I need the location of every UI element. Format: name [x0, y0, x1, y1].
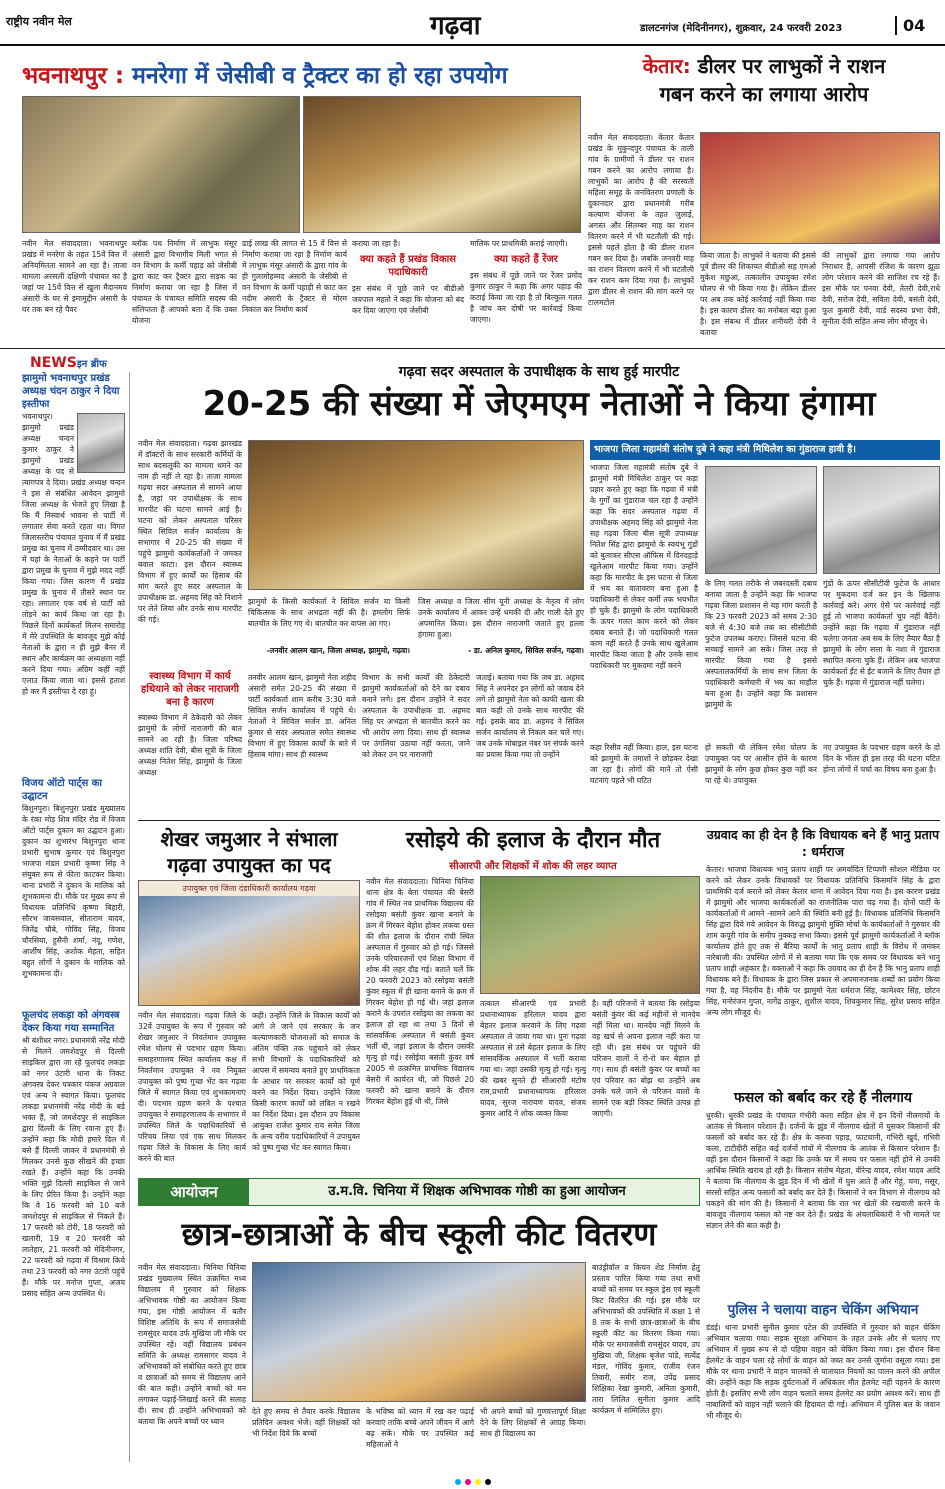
dateline: डालटनगंज (मेदिनीनगर), शुक्रवार, 24 फरवरी 2023 — [640, 23, 843, 34]
story1-col4: कराया जा रहा है। क्या कहते हैं प्रखंड विकास पदाधिकारी इस संबंध में पूछे जाने पर बीडीओ जयपाल महतो ने कहा कि योजना को बंद कर दिया जाएगा एवं जेसीबी — [352, 239, 464, 315]
story3-subhead: स्वास्थ्य विभाग में कार्य हथियाने को लेकर नाराजगी बना है कारण — [141, 671, 239, 708]
brief3-body: श्री बंशीधर नगर। प्रधानमंत्री नरेंद्र मोदी से मिलने जमशेदपुर से दिल्ली साइकिल द्वारा जा रहे फूलचंद लकड़ा को नगर उंटारी थाना के निकट अंगवस्त्र देकर पत्रकार पंकज अग्रवाल एवं अन्य ने स्वागत किया। फूलचंद लकड़ा प्रधानमंत्री नरेंद्र मोदी के बड़े भक्त हैं, जो जमशेदपुर से साइकिल द्वारा दिल्ली के लिए रवाना हुए हैं। उन्होंने कहा कि मोदी हमारे दिल में बसे हैं दिल्ली जाकर वे प्रधानमंत्री से मिलकर उनसे कुछ सीखने की इच्छा रखते हैं। उन्होंने कहा कि उनकी भक्ति मुझे दिल्ली साइकिल से जाने के लिए प्रेरित किया है। उन्होंने कहा कि वे 16 फरवरी को 10 बजे जमशेदपुर से साइकिल से निकले हैं। 17 फरवरी को टोरी, 18 फरवरी को खलारी, 19 व 20 फरवरी को लातेहार, 21 फरवरी को मेदिनीनगर, 22 फरवरी को गढ़वा में विश्राम किये तथा 23 फरवरी को नगर उंटारी पहुंचे हैं। मौके पर मनोज गुप्ता, अजय प्रसाद सहित अन्य उपस्थित थे। — [22, 1036, 125, 1298]
story2-photo-villagers — [700, 132, 940, 244]
news-in-brief-column — [22, 372, 130, 1462]
story3-photo-hospital — [248, 440, 584, 590]
story2-col1: नवीन मेल संवाददाता। केतार केतार प्रखंड के मुकुन्दपुर पंचायत के ताली गांव के ग्रामीणों ने डीलर पर राशन गबन करने का आरोप लगाया है। लाभुकों का आरोप है की सरस्वती महिला समूह के जनवितरण प्रणाली के दुकानदार द्वारा प्रधानमंत्री गरीब कल्याण योजना के तहत जुलाई, अगस्त और सितम्बर माह का राशन वितरण करने में भी घटतौली की गई। इससे पहले होता है की डीलर राशन गबन कर दिया है। जबकि जनवरी माह का राशन वितरण करने में भी घटतौली कर राशन कम दिया गया है। लाभुकों द्वारा डीलर से राशन की मांग करने पर टालमटोल — [588, 133, 694, 307]
story9-label: आयोजन — [139, 1179, 249, 1205]
story3-col5: भाजपा जिला महामंत्री संतोष दुबे ने झामुमो मंत्री मिथिलेश ठाकुर पर कड़ा प्रहार करते हुए कहा कि गढ़वा में मंत्री के गुर्गों का गुंडाराज चल रहा है उन्होंने कहा कि सदर अस्पताल गढ़वा में उपाधीक्षक अहमद सिंह को झामुमो नेता सह गढ़वा जिला बीस सूत्री उपाध्यक्ष नितेश सिंह द्वारा झामुमो के स्वयंभू गुंडों को बुलाकर सीएस ऑफिस में दिनदहाड़े खुलेआम मारपीट किया गया। उन्होंने कहा कि मारपीट के इस घटना से जिला में भय का वातावरण बना हुआ है पदाधिकारी से लेकर कर्मी तक भयभीत हो चुके हैं। झामुमो के लोग पदाधिकारी के ऊपर गलत काम करने को लेकर दबाव बनाते हैं। जो पदाधिकारी गलत काम नहीं करते हैं उनके साथ खुलेआम मारपीट किया जाता है और उनके साथ पदाधिकारी पर मुकदमा नहीं करने — [590, 463, 698, 670]
story2-col3: की लाभुकों द्वारा लगाया गया आरोप निराधार है, आपसी रंजिश के कारण झूठा लोग परेशान करने की साजिश रच रहे हैं। इस मौके पर पनवा देवी, तेतरी देवी,राधे देवी, सरोज देवी, सविता देवी, बसंती देवी, फूल कुमारी देवी, वार्ड सदस्य प्रभा देवी, सुनीता देवी सहित अन्य लोग मौजूद थे। — [822, 251, 940, 326]
story3-quote2: जिस अध्यक्ष व जिला सीम यूनी अध्यक्ष के नेतृत्व में लोग उनके कार्यालय में आकर उन्हें धमकी दी और गाली देते हुए अपमानित किया। इस दौरान नाराजगी जताते हुए हल्ला हंगामा हुआ। - डा. अनिल कुमार, सिविल सर्जन, गढ़वा। — [418, 597, 584, 655]
story9-col1: नवीन मेल संवाददाता। चिनिया चिनिया प्रखंड मुख्यालय स्थित उत्क्रमित मध्य विद्यालय में गुरुवार को शिक्षक अभिभावक गोष्ठी का आयोजन किया गया, इस गोष्ठी आयोजन में बतौर विशिष्ट अतिथि के रूप में समाजसेवी रामसुंदर यादव उर्फ मुखिया जी मौके पर उपस्थित रहे। वहीं विद्यालय प्रबंधन समिति के अध्यक्ष रामसागर यादव ने अभिभावकों को संबोधित करते हुए छात्र व छात्राओं को समय से विद्यालय आने की बात कही। उन्होंने बच्चों को मन लगाकर पढ़ाई-लिखाई करने की सलाह दी। साथ ही उन्होंने अभिभावकों को बताया कि अपने बच्चों पर ध्यान — [138, 1263, 246, 1426]
story9-col4: भी अपने बच्चों को गुणवत्तापूर्ण शिक्षा देने के लिए शिक्षकों से आग्रह किया। साथ ही विद्यालय का — [480, 1407, 586, 1438]
story4-headline: शेखर जमुआर ने संभाला गढ़वा उपायुक्त का पद — [160, 827, 338, 877]
story1-col3: ढाई लाख की लागत से 15 वें वित्त से निर्माण कराया जा रहा है निर्माण कार्य में लाभुक मंसूर अंसारी के द्वारा गांव के ही गुलामोहम्मद अंसारी के जेसीबी से वन विभाग के कर्मी पहाड़ी से काट कर नदीम अंसारी के ट्रैक्टर से मोरम निकाल कर निर्माण कार्य — [242, 239, 347, 314]
story9-col2: देते हुए समय से तैयार करके विद्यालय प्रतिदिन अवश्य भेजें। वहीं शिक्षकों को भी निर्देश दिये कि बच्चों — [252, 1407, 360, 1438]
brief1-photo-chandan — [77, 413, 125, 473]
photo-mithilesh — [823, 466, 940, 574]
registration-marks — [0, 1470, 945, 1482]
story6-headline: उग्रवाद का ही देन है कि विधायक बने हैं भानु प्रताप : धर्मराज — [706, 827, 940, 859]
story4-photo-banner: उपायुक्त एवं जिला दंडाधिकारी कार्यालय गढ़वा — [139, 881, 359, 896]
story2-col2: किया जाता है। लाभुकों ने बताया की इससे पूर्व डीलर की शिकायत बीडीओ सह एमओ मुकेश मछुआ, तत्कालीन उपायुक्त रमेश घोलप से भी किया गया है। लेकिन डीलर पर अब तक कोई कार्रवाई नहीं किया गया है। इस कारण डीलर का मनोबल बढ़ा हुआ है। इस संबन्ध में डीलर शनीचरी देवी ने बताया — [700, 251, 816, 337]
story3-col7: गुंडों के ऊपर सीसीटीवी फुटेज के आधार पर मुकदमा दर्ज कर इन के खिलाफ कार्रवाई करे। अगर ऐसे पर कार्रवाई नहीं हुई तो भाजपा कार्यकर्ता चुप नहीं बैठेंगे। उन्होंने कहा कि गढ़वा में गुंडाराज नहीं चलेगा जनता अब सब के लिए तैयार बैठा है झामुमो के लोग सत्ता के नशा में गुंडाराज स्थापित करना चुके हैं। लेकिन अब भाजपा कार्यकर्ता ईंट से ईंट बजाने के लिए तैयार हो चुके हैं। गढ़वा में गुंडाराज नहीं चलेगा। — [823, 579, 940, 687]
story3-col5c: कहा रिसीव नहीं किया। हाल, इस घटना को झामुमो के तमाशों ने छोड़कर देखा जा रहा है। लोगों की मानें तो ऐसी घटनाएं पहले भी घटित — [590, 743, 698, 785]
story3-col6: के लिए गलत तरीके से जबरदस्ती दबाव बनाया जाता है उन्होंने कहा कि भाजपा गढ़वा जिला प्रशासन से यह मांग करती है कि 23 फरवरी 2023 को समय 2:30 बजे से 4:30 बजे तक का सीसीटीवी फुटेज उपलब्ध कराए। जिससे घटना की सच्चाई सामने आ सके। जिस तरह से मारपीट किया गया है इससे अस्पतालकर्मियों के साथ सभ जिला के पदाधिकारी कर्मचारी में भय का माहौल बना हुआ है। उन्होंने कहा कि प्रशासन झामुमो के — [705, 579, 817, 709]
brief1-title: झामुमो भवनाथपुर प्रखंड अध्यक्ष चंदन ठाकुर ने दिया इस्तीफा — [22, 373, 120, 410]
story9-headline: छात्र-छात्राओं के बीच स्कूली कीट वितरण — [181, 1215, 657, 1253]
news-in-brief-label: NEWSइन ब्रीफ — [30, 355, 107, 371]
story1-col5: मालिक पर प्राथमिकी कराई जाएगी। क्या कहते हैं रेंजर इस संबंध में पूछे जाने पर रेंजर प्रमोद कुमार ठाकुर ने कहा कि अगर पहाड़ की कटाई किया जा रहा है तो बिल्कुल गलत है जांच कर दोषी पर कार्रवाई किया जाएगा। — [470, 239, 582, 324]
brief3-title: फूलचंद लकड़ा को अंगवस्त्र देकर किया गया सम्मानित — [22, 1010, 120, 1034]
story1-bdo-subhead: क्या कहते हैं प्रखंड विकास पदाधिकारी — [359, 254, 457, 278]
story5-col1: नवीन मेल संवाददाता। चिनिया चिनिया थाना क्षेत्र के बेता पंचायत की बेसरी गांव में स्थित नव प्राथमिक विद्यालय की रसोइया बसंती कुंवर खाना बनाने के क्रम में गिरकर बेहोश होकर लकवा ग्रस्त की शीत इलाज के दौरान रांची स्थित अस्पताल में गुरुवार को हो गई। जिससे उनके परिवारजनों एवं शिक्षा विभाग में शोक की लहर दौड़ गई। बताते चलें कि 20 फरवरी 2023 को रसोइया बसंती कुंवर स्कूल में ही खाना बनाने के क्रम में गिरकर बेहोश हो गई थी। जहां इलाज कराने के उपरांत रसोइया का लकवा का इलाज हो रहा था तथा 3 दिनों से सांसवर्किक अस्पताल में बसंती कुंवर भर्ती थी, जहां इलाज के दौरान उसकी मृत्यु हो गई। रसोईया बसंती कुंवर वर्ष 2005 से उत्क्रमित प्राथमिक विद्यालय बेसरी में कार्यरत थी, जो पिछले 20 फरवरी को खाना बनाने के दौरान गिरकर बेहोश हुई थी थी, जिसे — [366, 877, 474, 1106]
story5-subtitle: सीआरपी और शिक्षकों में शोक की लहर व्याप्त — [449, 861, 617, 872]
story3-col1: नवीन मेल संवाददाता। गढ़वा झारखंड में डॉक्टरों के साथ सरकारी कर्मियों के साथ बदसलूकी का मामला थमने का नाम ही नहीं ले रहा है। ताजा मामला गढ़वा सदर अस्पताल से सामने आया है, जहां पर उपाधीक्षक के साथ मारपीट की घटना सामने आई है। घटना को लेकर अस्पताल परिसर स्थित सिविल सर्जन कार्यालय के सभागार में 20-25 की संख्या में पहुंचे झामुमो कार्यकर्ताओं ने जमकर बवाल काटा। इस दौरान स्वास्थ्य विभाग में हुए कार्यों का हिसाब की मांग करते हुए सदर अस्पताल के उपाधीक्षक डा. अहमद सिंह को निशाने पर लेते लिया और उनके साथ मारपीट की गई। — [138, 439, 242, 624]
story5-col3: है। वहीं परिजनों ने बताया कि रसोइया बसंती कुंवर की कई महीनों से मानदेय नहीं मिला था। मानदेय नहीं मिलने के वह खर्च से अपना इलाज नहीं करा पा रही थी। इस संबंध पर पहुंचने की परिजन वालों ने रो-रो कर बेहाल हो गए। साथ ही बसंती कुंवर पर बच्चों का एवं परिवार का बोझ था उन्होंने अब उनके चले जाने से परिजन वालों के सामने एक बड़ी विकट स्थिति उत्पन्न हो जाएगी। — [592, 999, 700, 1118]
story4-photo-dc — [138, 880, 360, 1006]
story8-body: डंडई। थाना प्रभारी सुनील कुमार पटेल की उपस्थिति में गुरुवार को वाहन चेकिंग अभियान चलाया गया। सड़क सुरक्षा अभियान के तहत उनके और से चलाए गए अभियान में मुख्य रूप से दो पहिया वाहन को चेकिंग किया गया। इस दौरान बिना हेलमेट के वाहन चला रहे लोगों के वाहन को जब्त कर उनसे जुर्माना वसूला गया। इस मौके पर थाना प्रभारी ने वाहन चालकों से यातायात नियमों का पालन करने की अपील की। उन्होंने कहा कि सड़क दुर्घटनाओं में अधिकतर मौत हेलमेट नहीं पहनने के कारण होती है। इसलिए सभी लोग वाहन चलाते समय हेलमेट का प्रयोग अवश्य करें। साथ ही नाबालिगों को वाहन नहीं चलाने की हिदायत दी गई। अभियान में पुलिस बल के जवान भी मौजूद थे। — [706, 1323, 940, 1420]
story3-col6d: नए उपायुक्त के पदभार ग्रहण करने के दो दिन के भीतर ही इस तरह की घटना घटित होना लोगों में चर्चा का विषय बना हुआ है। — [823, 743, 940, 774]
section-title: गढ़वा — [430, 11, 481, 41]
story4-col1: नवीन मेल संवाददाता। गढ़वा जिले के 32वें उपायुक्त के रूप में गुरुवार को शेखर जमुआर ने निवर्तमान उपायुक्त रमेश घोलप से पदभार ग्रहण किया। समाहरणालय स्थित कार्यालय कक्ष में निवर्तमान उपायुक्त ने नव नियुक्त उपायुक्त को पुष्प गुच्छ भेंट कर गढ़वा जिले में स्वागत किया एवं शुभकामनाएं दी। पदभार ग्रहण करने के पश्चात उपायुक्त ने समाहरणालय के सभागार में उपस्थित जिले के पदाधिकारियों से परिचय लिया एवं एक साथ मिलकर गढ़वा जिले के विकास के लिए कार्य करने की बात — [138, 1011, 246, 1163]
brief2-body: बिशुनपुरा। बिशुनपुरा प्रखंड मुख्यालय के रंका मोड़ शिव मंदिर रोड में विजय ऑटो पार्ट्स दुकान का उद्घाटन हुआ। दुकान का शुभारंभ बिशुनपुरा थाना प्रभारी सुभाष कुमार एवं बिशुनपुरा भाजपा मंडल प्रभारी कृष्णा सिंह ने संयुक्त रूप से फीता काटकर किया। थाना प्रभारी ने दुकान के मालिक को शुभकामना दी। मौके पर मुख्य रूप से विधायक प्रतिनिधि कृष्णा बिहारी, सौरभ जायसवाल, सीताराम यादव, जितेंद्र चौबे, गोविंद सिंह, विजय चौरसिया, हुसैनी शर्मा, नंदू, गणेश, आर्शीष सिंह, अशोक मेहता, सहित बहुत लोगों ने दुकान के मालिक को शुभकामना दी। — [22, 804, 125, 978]
bjp-banner: भाजपा जिला महामंत्री संतोष दुबे ने कहा मंत्री मिथिलेश का गुंडाराज हावी है। — [590, 440, 940, 460]
story4-col2: कही। उन्होंने जिले के विकास कार्यों को आगे ले जाने एवं सरकार के जन कल्याणकारी योजनाओं को समाज के अंतिम पंक्ति तक पहुंचाने को लेकर सभी विभागों के पदाधिकारियों को आपस में समन्वय बनाते हुए प्राथमिकता के आधार पर सरकार कार्यों को पूर्ण करने का निर्देश दिया। उन्होंने जिला किसी कारण कार्यों को लंबित न रखने का निर्देश दिया। इस दौरान उप विकास आयुक्त राजेश कुमार राय समेत जिला के अन्य वरीय पदाधिकारियों ने उपायुक्त को पुष्प गुच्छ भेंट कर स्वागत किया। — [252, 1011, 360, 1152]
story7-headline: फसल को बर्बाद कर रहे हैं नीलगाय — [733, 1090, 912, 1106]
story3-col3b: विभाग के सभी कार्यों की ठेकेदारी झामुमो कार्यकर्ताओं को देने का दबाव बनाने लगे। इस दौरान उन्होंने ने सदर अस्पताल के उपाधीक्षक डा. अहमद सिंह पर अभद्रता से बातचीत करने का भी आरोप लगा दिया। साथ ही स्वास्थ्य पर उंगलिया उठाया नहीं करता, जाने को लेकर उन पर नाराजगी — [362, 673, 470, 759]
story9-photo — [252, 1262, 586, 1402]
story3-headline: 20-25 की संख्या में जेएमएम नेताओं ने किया हंगामा — [202, 384, 876, 424]
story3-col5d: हो सकती थी लेकिन रमेश घोलप के उपायुक्त पद पर आसीन होने के कारण झामुमो के लोग कुछ होकर कुछ नहीं कर पा रहे थे। उपायुक्त — [705, 743, 817, 785]
brief2-title: विजय ऑटो पार्ट्स का उद्घाटन — [22, 778, 103, 802]
story9-col3: के भविष्य को ध्यान में रख कर पढ़ाई करवाएं ताकि बच्चे अपने जीवन में आगे बढ़ सकें। मौके पर उपस्थित कई महिलाओं ने — [366, 1407, 474, 1449]
story1-col2: ब्लॉक पथ निर्माण में लाभुक मंसूर अंसारी द्वारा विभागीय मिली भगत से वन विभाग के कर्मी पहाड़ को जेसीबी द्वारा काट कर ट्रैक्टर द्वारा सड़क का निर्माण कराया जा रहा है जिस में पंचायत के पंचायत समिति सदस्य की संलिप्तता है आपको बता दें कि उक्त योजना — [132, 239, 237, 325]
story2-headline: केतार: डीलर पर लाभुकों ने राशन गबन करने का लगाया आरोप — [642, 54, 886, 106]
story5-col2: तत्काल सीआरपी एवं प्रभारी प्रधानाध्यापक हरिलाल यादव द्वारा बेहतर इलाज करवाने के लिए गढ़वा अस्पताल ले जाया गया था। पुनः गढ़वा अस्पताल से उसे बेहतर इलाज के लिए सांसवर्किक अस्पताल में भर्ती कराया गया था। जहां उसकी मृत्यु हो गई। मृत्यु की खबर सुनते ही सीआरपी मंटोष राम,प्रभारी प्रधानाध्यापक हरिलाल यादव, सुरज नारायण यादव, संजय कुमार आदि ने शोक व्यक्त किया — [480, 999, 586, 1118]
story7-body: धुरकी। धुरकी प्रखंड के पंचायत गंभीरी कला सहित क्षेत्र में इन दिनों नीलगायों के आतंक से किसान परेशान हैं। दर्जनों के झुंड में नीलगाय खेतों में घुसकर किसानों की फसलों को बर्बाद कर रहे हैं। क्षेत्र के करुवा पहाड़, फाटचानी, गंभिरी खुर्द, गंभिरी कला, टाटीदीरी सहित कई दर्जनों गांवों में नीलगाय के आतंक से किसान परेशान हैं। वहीं इस दौरान किसानों ने कहा कि उनके घर में समय पर फसल नहीं होने से उनकी आर्थिक स्थिति खराब हो रही है। किसान संतोष मेहता, वीरेन्द्र यादव, रमेश यादव आदि ने बताया कि नीलगाय के झुंड दिन में भी खेतों में घुस आते हैं और गेहूं, चना, मसूर, सरसों सहित अन्य फसलों को बर्बाद कर देते हैं। किसानों ने वन विभाग से नीलगाय को पकड़ने की मांग की है। किसानों ने बताया कि रात भर खेतों की रखवाली करने के बावजूद नीलगाय फसल को नष्ट कर देते हैं। प्रखंड के अंचलाधिकारी ने भी मामले पर संज्ञान लेने की बात कही है। — [706, 1111, 940, 1230]
story3-col4b: जताई। बताया गया कि जब डा. अहमद सिंह ने अपनेदर इन लोगों को जवाब देने लगे तो झामुमो नेता को काफी खला की बात कही तो उनके साथ मारपीट की गई। इसके बाद डा. अहमद ने सिविल सर्जन कार्यालय से निकल कर चले गए। जब उनके मोबाइल नंबर पर संपर्क करने का प्रयास किया गया तो उन्होंने — [476, 673, 584, 759]
story3-kicker: गढ़वा सदर अस्पताल के उपाधीक्षक के साथ हुई मारपीट — [398, 364, 680, 380]
story1-col1: नवीन मेल संवाददाता। भवनाथपुर प्रखंड में मनरेगा के तहत 15वें वित्त में अनियमितता सामने आ रहा है। ताजा मामला अरसली दक्षिणी पंचायत का है जहां पर 15वें वित्त से खुला मैदानमय अंसारी के घर से इमामुद्दीन अंसारी के घर तक बन रहे पैवर — [22, 239, 127, 314]
story9-kicker: उ.म.वि. चिनिया में शिक्षक अभिभावक गोष्ठी का हुआ आयोजन — [328, 1184, 626, 1199]
page-number: 04 — [895, 16, 925, 35]
story1-headline: भवनाथपुर : मनरेगा में जेसीबी व ट्रैक्टर का हो रहा उपयोग — [22, 63, 508, 89]
brief1-body: भवनाथपुर। झामुमो प्रखंड अध्यक्ष चन्दन कुमार ठाकुर ने झामुमो प्रखंड अध्यक्ष के पद से त्यागपत्र दे दिया। प्रखंड अध्यक्ष चन्दन ने इस से संबंधित आवेदन झामुमो जिला अध्यक्ष के भेजते हुए लिखा है कि मैं निस्वार्थ भावना से पार्टी में लगातार सेवा करते रहता था। विगत जिलास्तरीय पंचायत चुनाव में मैं प्रखंड प्रमुख का चुनाव में उम्मीदवार था। उस में यहां के नेताओं के कहने पर पार्टी द्वारा प्रमुख के चुनाव में मुझे मदद नहीं किया गया। जिस कारण मैं प्रखंड प्रमुख के चुनाव में तीसरे स्थान पर रहा। लगातार एक वर्ष से पार्टी को तोड़ने का कार्य किया जा रहा है। पिछले दिनों कार्यकर्ता मिलन समारोह में मेरे उपस्थिति के बावजूद मुझे कोई नेताओं के द्वारा न ही मुझे बैनर में स्थान और कार्यक्रम का अध्यक्षता नहीं करने दिया गया। अग्रिम कहीं नहीं एलाउ किया जाता था। इससे हताश हो कर मैं इस्तीफा दे रहा हूं। — [22, 412, 125, 696]
story6-body: केतार। भाजपा विधायक भानु प्रताप शाही पर अमर्यादित टिप्पणी सोशल मीडिया पर करने को लेकर उनके विधायकों पर विधायक प्रतिनिधि किसमनि सिंह के द्वारा प्राथमिकी दर्ज कराने को लेकर केतार थाना में आवेदन दिया गया है। इस कारण प्रखंड में झामुमो और भाजपा कार्यकर्ताओं का राजनीतिक पारा चढ़ गया है। दोनों पार्टी के कार्यकर्ताओं में आमने -सामने आने की स्थिति बनी हुई है। विधायक प्रतिनिधि किसमनि सिंह द्वारा दिये गये आवेदन के विरुद्ध झामुमो मुक्ति मोर्चा के कार्यकर्ताओं ने गुरुवार की शाम कपूरी गांव के समीप नुक्कड़ सभा किया। इससे पूर्व झामुमो कार्यकर्ताओं ने ब्लॉक कार्यालय होते हुए तक से बैरिया कार्यों के भानु प्रताप शाही के विरोध में जमकर नारेबाजी की। उपस्थित लोगों में से बताया गया कि एक समय पर विधायक बने भानु प्रताप शाही अहंकार है। वक्ताओं ने कहा कि उग्रवाद का ही देन है कि भानु प्रताप शाही विधायक बने हैं। विधायक के द्वारा जिस प्रकार से अपमानजनक शब्दों का प्रयोग किया गया है, वह निंदनीय है। मौके पर झामुमो नेता धर्मराज सिंह, कामेश्वर सिंह, छोटन सिंह, मनोरंजन गुप्ता, नागेंद्र ठाकुर, शुशील यादव, शिवकुमार सिंह, सुरेश प्रसाद सहित अन्य लोग मौजूद थे। — [706, 865, 940, 1017]
photo-santosh-dubey — [705, 466, 817, 574]
paper-name: राष्ट्रीय नवीन मेल — [6, 15, 72, 28]
story3-col1b: स्वास्थ्य विभाग में ठेकेदारी को लेकर झामुमो के लोगों नाराजगी की बात सामने आ रही है। जिला परिषद अध्यक्ष शांति देवी, बीस सूत्री के जिला अध्यक्ष नितेश सिंह, झामुमो के जिला अध्यक्ष — [138, 713, 242, 777]
story8-headline: पुलिस ने चलाया वाहन चेकिंग अभियान — [727, 1302, 919, 1318]
story5-headline: रसोइये की इलाज के दौरान मौत — [405, 828, 661, 853]
story3-quote1: झामुमो के किसी कार्यकर्ता ने सिविल सर्जन या किसी चिकित्सक के साथ अभद्रता नहीं की है। हमलोग सिर्फ बातचीत के लिए गए थे। बातचीत कर वापस आ गए। -तनवीर आलम खान, जिला अध्यक्ष, झामुमो, गढ़वा। — [248, 597, 410, 655]
story9-col5: बाउंड्रीवॉल व किचन शेड निर्माण हेतु प्रस्ताव पारित किया गया तथा सभी बच्चों को समय पर स्कूल ड्रेस एवं स्कूली किट वितरित की गई। इस मौके पर अभिभावकों की उपस्थिति में कक्षा 1 से 8 तक के सभी छात्र-छात्राओं के बीच स्कूली कीट का वितरण किया गया। मौके पर समाजसेवी रामसुंदर यादव, उप मुखिया जी, शिक्षक बृजेश पांडे, सत्येंद्र मंडल, गोविंद कुमार, राजीव रंजन तिवारी, समीर राज, उपेंद्र प्रसाद शिक्षिका रेखा कुमारी, अनिता कुमारी, तारा लिलित सुनीता कुमार आदि कार्यक्रम में सम्मिलित हुए। — [592, 1263, 700, 1415]
story9-banner — [138, 1178, 700, 1206]
story1-photo-jcb — [22, 96, 300, 233]
story3-col2b: तनवीर आलम खान, झामुमो नेता शहीद अंसारी समेत 20-25 की संख्या में पार्टी कार्यकर्ता शाम करीब 3:30 बजे सिविल सर्जन कार्यालय में पहुंचे थे। नेताओं ने सिविल सर्जन डा. अनिल कुमार से सदर अस्पताल समेत स्वास्थ्य विभाग में हुए विकास कार्यों के बारे में हिसाब मांगा। साथ ही स्वास्थ्य — [248, 673, 356, 759]
story5-photo — [480, 876, 700, 994]
masthead — [0, 0, 945, 46]
story1-ranger-subhead: क्या कहते हैं रेंजर — [494, 254, 558, 265]
story1-photo-road — [303, 96, 581, 233]
